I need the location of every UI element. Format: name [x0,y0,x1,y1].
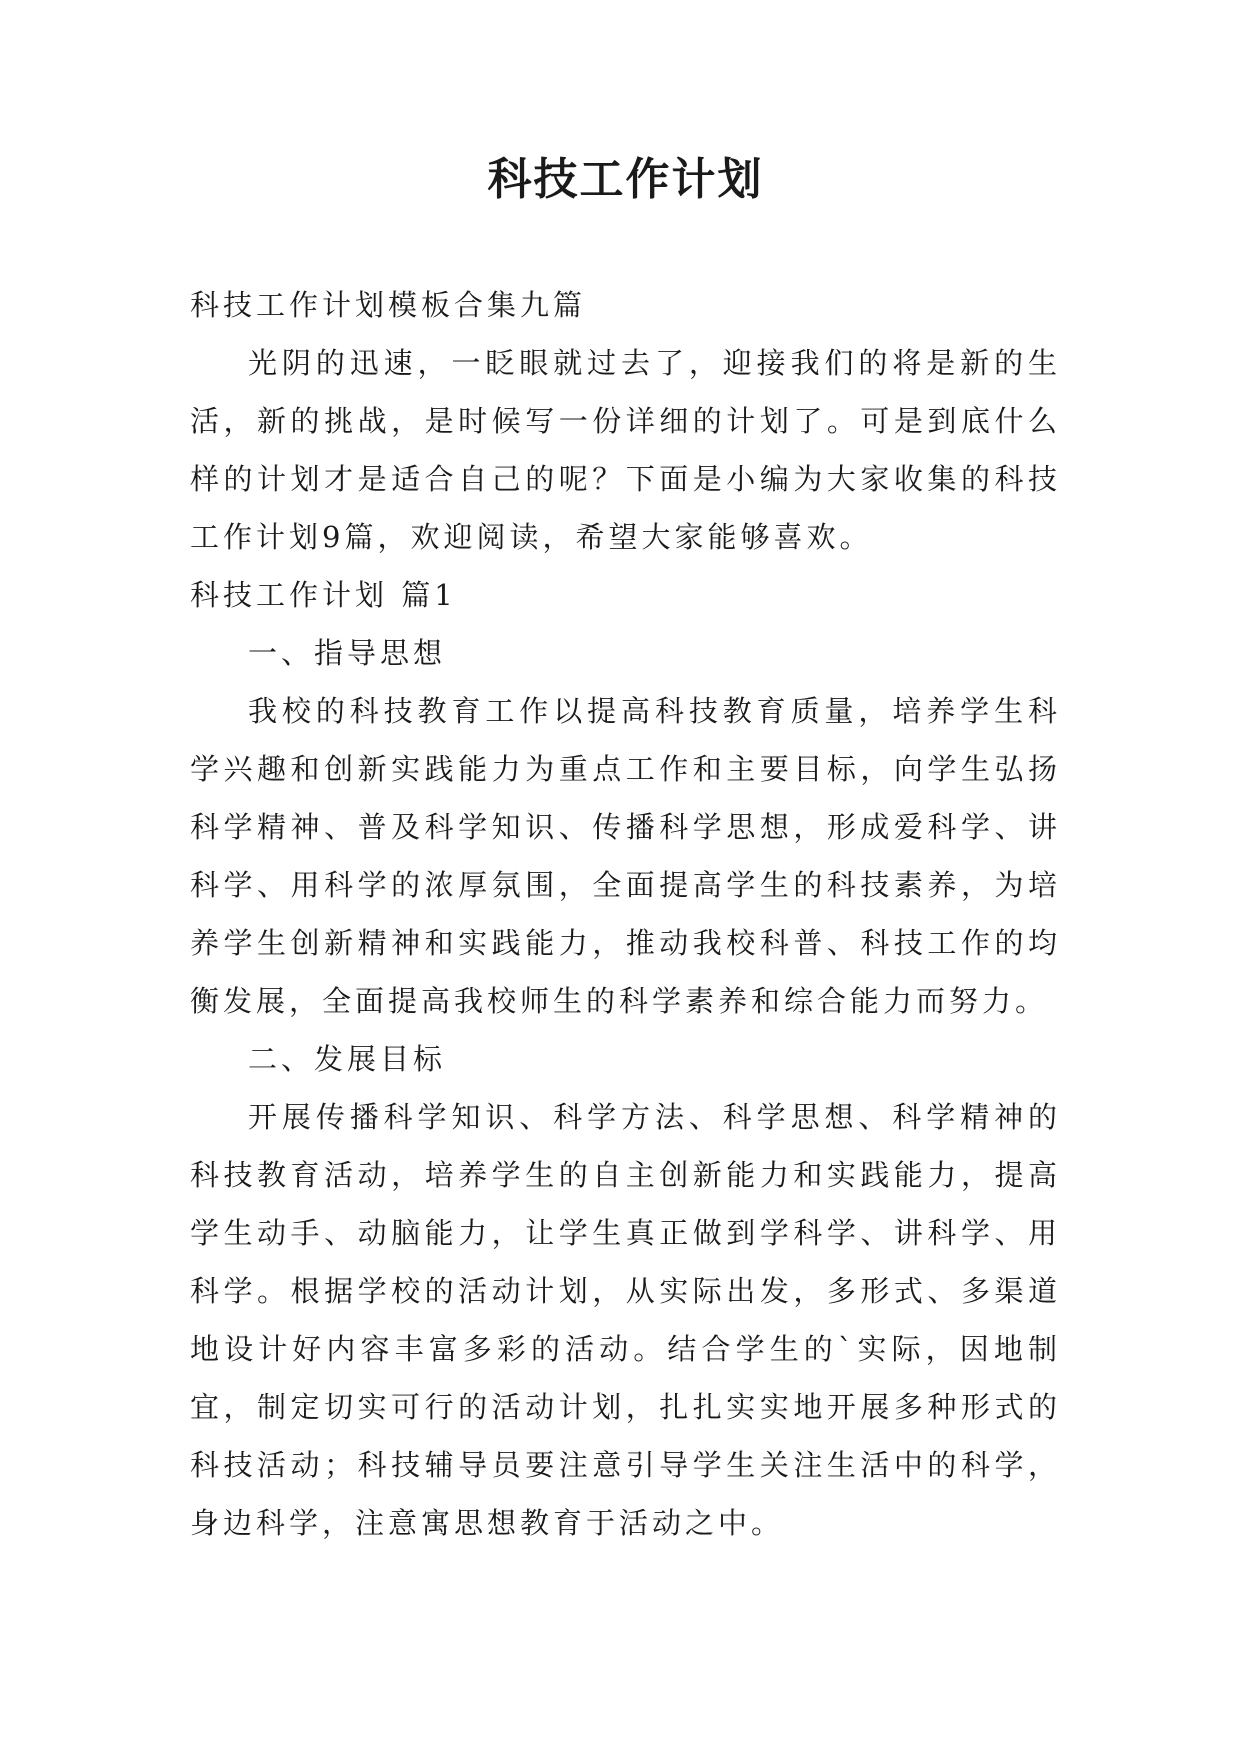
section-heading: 科技工作计划 篇1 [190,578,457,612]
sub-heading: 一、指导思想 [248,636,447,670]
document-body [190,276,1061,1552]
paragraph: 科技工作计划模板合集九篇 [190,288,587,322]
document-title: 科技工作计划 [487,154,764,205]
paragraph: 光阴的迅速，一眨眼就过去了，迎接我们的将是新的生活，新的挑战，是时候写一份详细的计划了。可是到底什么样的计划才是适合自己的呢？下面是小编为大家收集的科技工作计划9篇，欢迎阅读，希望大家能够喜欢。 [190,346,1061,554]
paragraph: 开展传播科学知识、科学方法、科学思想、科学精神的科技教育活动，培养学生的自主创新能力和实践能力，提高学生动手、动脑能力，让学生真正做到学科学、讲科学、用科学。根据学校的活动计划，从实际出发，多形式、多渠道地设计好内容丰富多彩的活动。结合学生的`实际，因地制宜，制定切实可行的活动计划，扎扎实实地开展多种形式的科技活动；科技辅导员要注意引导学生关注生活中的科学，身边科学，注意寓思想教育于活动之中。 [190,1100,1061,1540]
sub-heading: 二、发展目标 [248,1042,447,1076]
paragraph: 我校的科技教育工作以提高科技教育质量，培养学生科学兴趣和创新实践能力为重点工作和主要目标，向学生弘扬科学精神、普及科学知识、传播科学思想，形成爱科学、讲科学、用科学的浓厚氛围，全面提高学生的科技素养，为培养学生创新精神和实践能力，推动我校科普、科技工作的均衡发展，全面提高我校师生的科学素养和综合能力而努力。 [190,694,1061,1018]
